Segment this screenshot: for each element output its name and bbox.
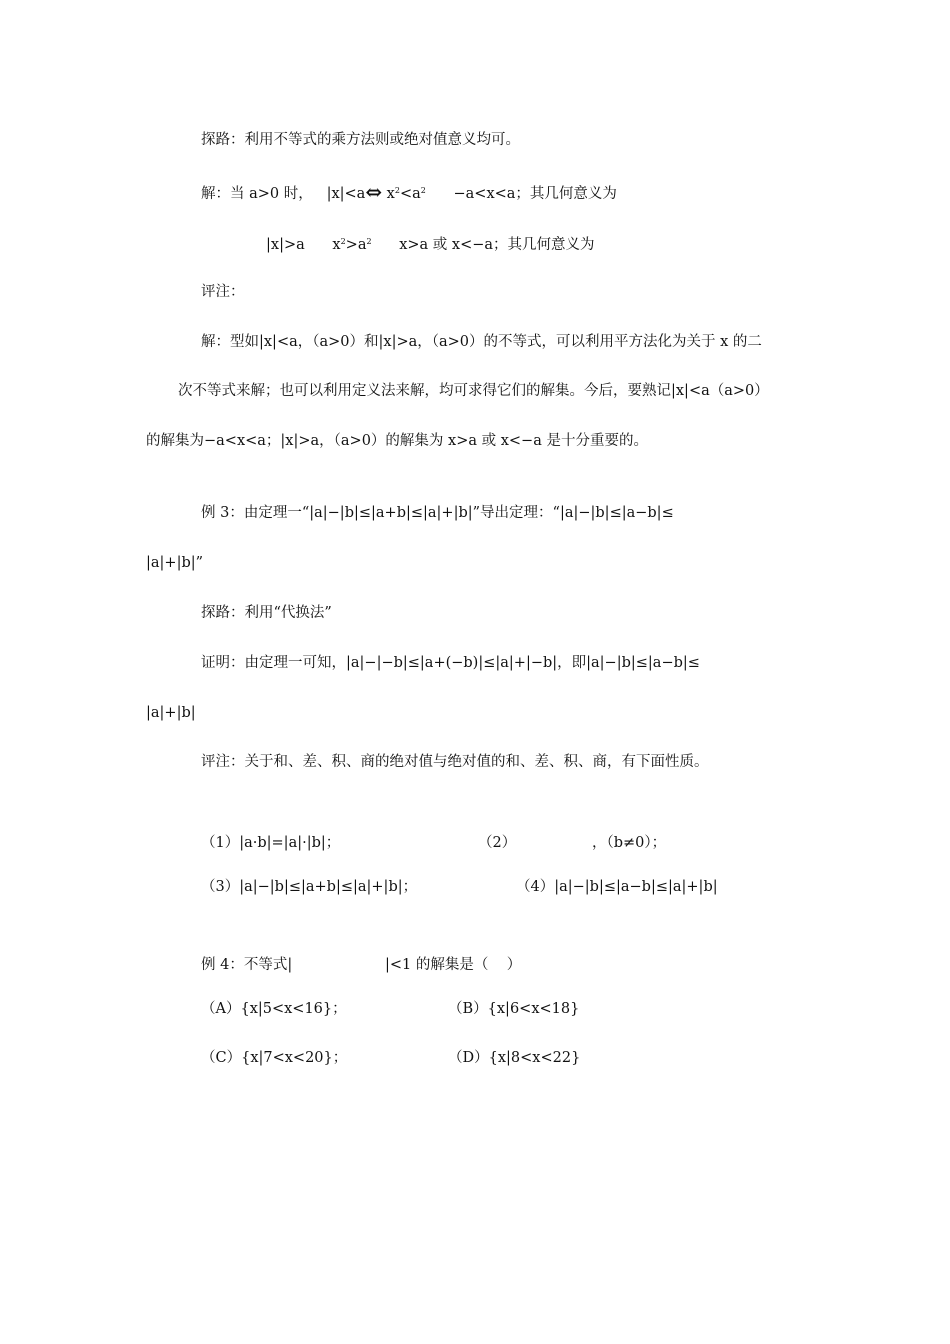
equivalence-arrow-icon: ⇔ xyxy=(365,180,383,204)
text-line-solution-case-greater xyxy=(266,233,595,254)
text-line-proof: 证明：由定理一可知，|a|−|−b|≤|a+(−b)|≤|a|+|−b|，即|a|−|b|≤|a−b|≤ xyxy=(201,655,700,671)
property-4: （4）|a|−|b|≤|a−b|≤|a|+|b| xyxy=(516,879,718,895)
example-4-end: |<1 的解集是（ ） xyxy=(385,957,522,973)
option-c: （C）{x|7<x<20}； xyxy=(201,1050,348,1066)
solution-case-greater-a: >a xyxy=(345,237,367,253)
text-line-comment-label: 评注： xyxy=(201,284,245,300)
exponent-2: 2 xyxy=(394,186,400,195)
text-line-example-3: 例 3：由定理一“|a|−|b|≤|a+b|≤|a|+|b|”导出定理：“|a|−|b|≤|a−b|≤ xyxy=(201,505,674,521)
exponent-2: 2 xyxy=(420,186,426,195)
option-a: （A）{x|5<x<16}； xyxy=(201,1001,347,1017)
solution-case-less-start: 解：当 a>0 时， |x|<a xyxy=(201,186,366,202)
solution-case-less-a: <a xyxy=(399,186,421,202)
text-line-explore-hint: 探路：利用不等式的乘方法则或绝对值意义均可。 xyxy=(201,132,520,148)
property-2-condition: ，（b≠0）； xyxy=(592,835,667,851)
text-line-proof-cont: |a|+|b| xyxy=(146,705,196,721)
example-4-start: 例 4：不等式| xyxy=(201,957,293,973)
solution-case-greater-end: x>a 或 x<−a；其几何意义为 xyxy=(371,237,595,253)
text-line-solution-case-less xyxy=(201,182,617,203)
property-3: （3）|a|−|b|≤|a+b|≤|a|+|b|； xyxy=(201,879,418,895)
property-1: （1）|a·b|=|a|·|b|； xyxy=(201,835,341,851)
solution-case-less-end: −a<x<a；其几何意义为 xyxy=(425,186,617,202)
text-line-solution-paragraph-2: 次不等式来解；也可以利用定义法来解，均可求得它们的解集。今后，要熟记|x|<a（a>0） xyxy=(178,383,769,399)
property-2-label: （2） xyxy=(478,835,517,851)
text-line-solution-paragraph-1: 解：型如|x|<a，（a>0）和|x|>a，（a>0）的不等式，可以利用平方法化为关于 x 的二 xyxy=(201,334,762,350)
solution-case-greater-start: |x|>a x xyxy=(266,237,341,253)
exponent-2: 2 xyxy=(340,237,346,246)
option-b: （B）{x|6<x<18} xyxy=(448,1001,580,1017)
exponent-2: 2 xyxy=(366,237,372,246)
solution-case-less-x: x xyxy=(382,186,395,202)
text-line-solution-paragraph-3: 的解集为−a<x<a；|x|>a，（a>0）的解集为 x>a 或 x<−a 是十分重要的。 xyxy=(146,433,648,449)
text-line-example-3-cont: |a|+|b|” xyxy=(146,555,204,571)
text-line-explore-substitution: 探路：利用“代换法” xyxy=(201,605,332,621)
option-d: （D）{x|8<x<22} xyxy=(448,1050,581,1066)
text-line-comment-properties: 评注：关于和、差、积、商的绝对值与绝对值的和、差、积、商，有下面性质。 xyxy=(201,754,709,770)
